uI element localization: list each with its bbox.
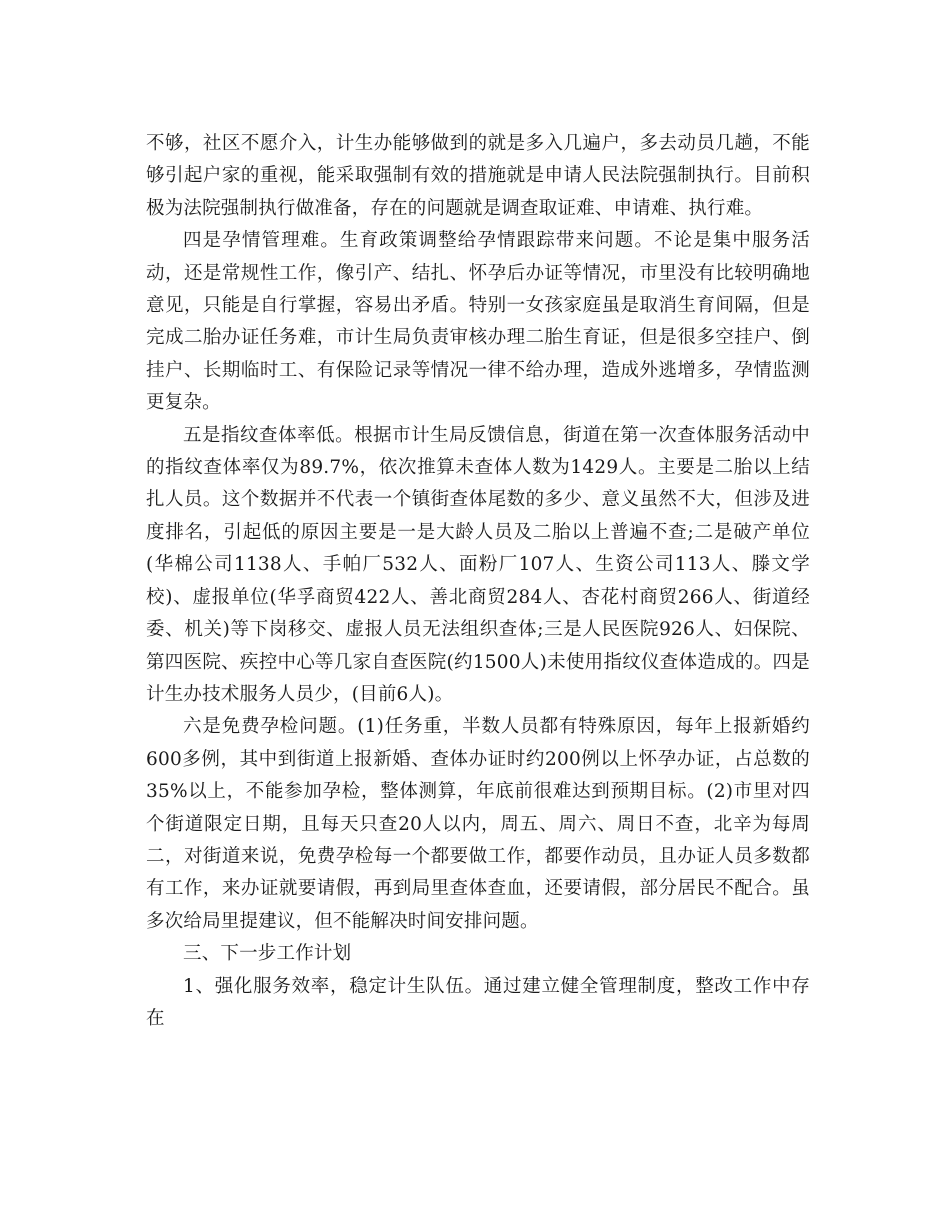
paragraph-plan-item-1: 1、强化服务效率，稳定计生队伍。通过建立健全管理制度，整改工作中存在 xyxy=(146,975,810,1029)
paragraph-continuation: 不够，社区不愿介入，计生办能够做到的就是多入几遍户，多去动员几趟，不能够引起户家的重视，能采取强制有效的措施就是申请人民法院强制执行。目前积极为法院强制执行做准备，存在的问题就是调查取证难、申请难、执行难。 xyxy=(146,133,810,219)
paragraph-fingerprint-checkup: 五是指纹查体率低。根据市计生局反馈信息，街道在第一次查体服务活动中的指纹查体率仅为89.7%，依次推算未查体人数为1429人。主要是二胎以上结扎人员。这个数据并不代表一个镇街查体尾数的多少、意义虽然不大，但涉及进度排名，引起低的原因主要是一是大龄人员及二胎以上普遍不查;二是破产单位(华棉公司1138人、手帕厂532人、面粉厂107人、生资公司113人、滕文学校)、虚报单位(华孚商贸422人、善北商贸284人、杏花村商贸266人、街道经委、机关)等下岗移交、虚报人员无法组织查体;三是人民医院926人、妇保院、第四医院、疾控中心等几家自查医院(约1500人)未使用指纹仪查体造成的。四是计生办技术服务人员少，(目前6人)。 xyxy=(146,424,810,705)
paragraph-free-pregnancy-check: 六是免费孕检问题。(1)任务重，半数人员都有特殊原因，每年上报新婚约600多例，其中到街道上报新婚、查体办证时约200例以上怀孕办证，占总数的35%以上，不能参加孕检，整体测算，年底前很难达到预期目标。(2)市里对四个街道限定日期，且每天只查20人以内，周五、周六、周日不查，北辛为每周二，对街道来说，免费孕检每一个都要做工作，都要作动员，且办证人员多数都有工作，来办证就要请假，再到局里查体查血，还要请假，部分居民不配合。虽多次给局里提建议，但不能解决时间安排问题。 xyxy=(146,716,810,932)
paragraph-pregnancy-management: 四是孕情管理难。生育政策调整给孕情跟踪带来问题。不论是集中服务活动，还是常规性工作，像引产、结扎、怀孕后办证等情况，市里没有比较明确地意见，只能是自行掌握，容易出矛盾。特别一女孩家庭虽是取消生育间隔，但是完成二胎办证任务难，市计生局负责审核办理二胎生育证，但是很多空挂户、倒挂户、长期临时工、有保险记录等情况一律不给办理，造成外逃增多，孕情监测更复杂。 xyxy=(146,230,810,414)
section-heading-next-steps: 三、下一步工作计划 xyxy=(183,943,352,965)
document-body xyxy=(146,128,810,1035)
